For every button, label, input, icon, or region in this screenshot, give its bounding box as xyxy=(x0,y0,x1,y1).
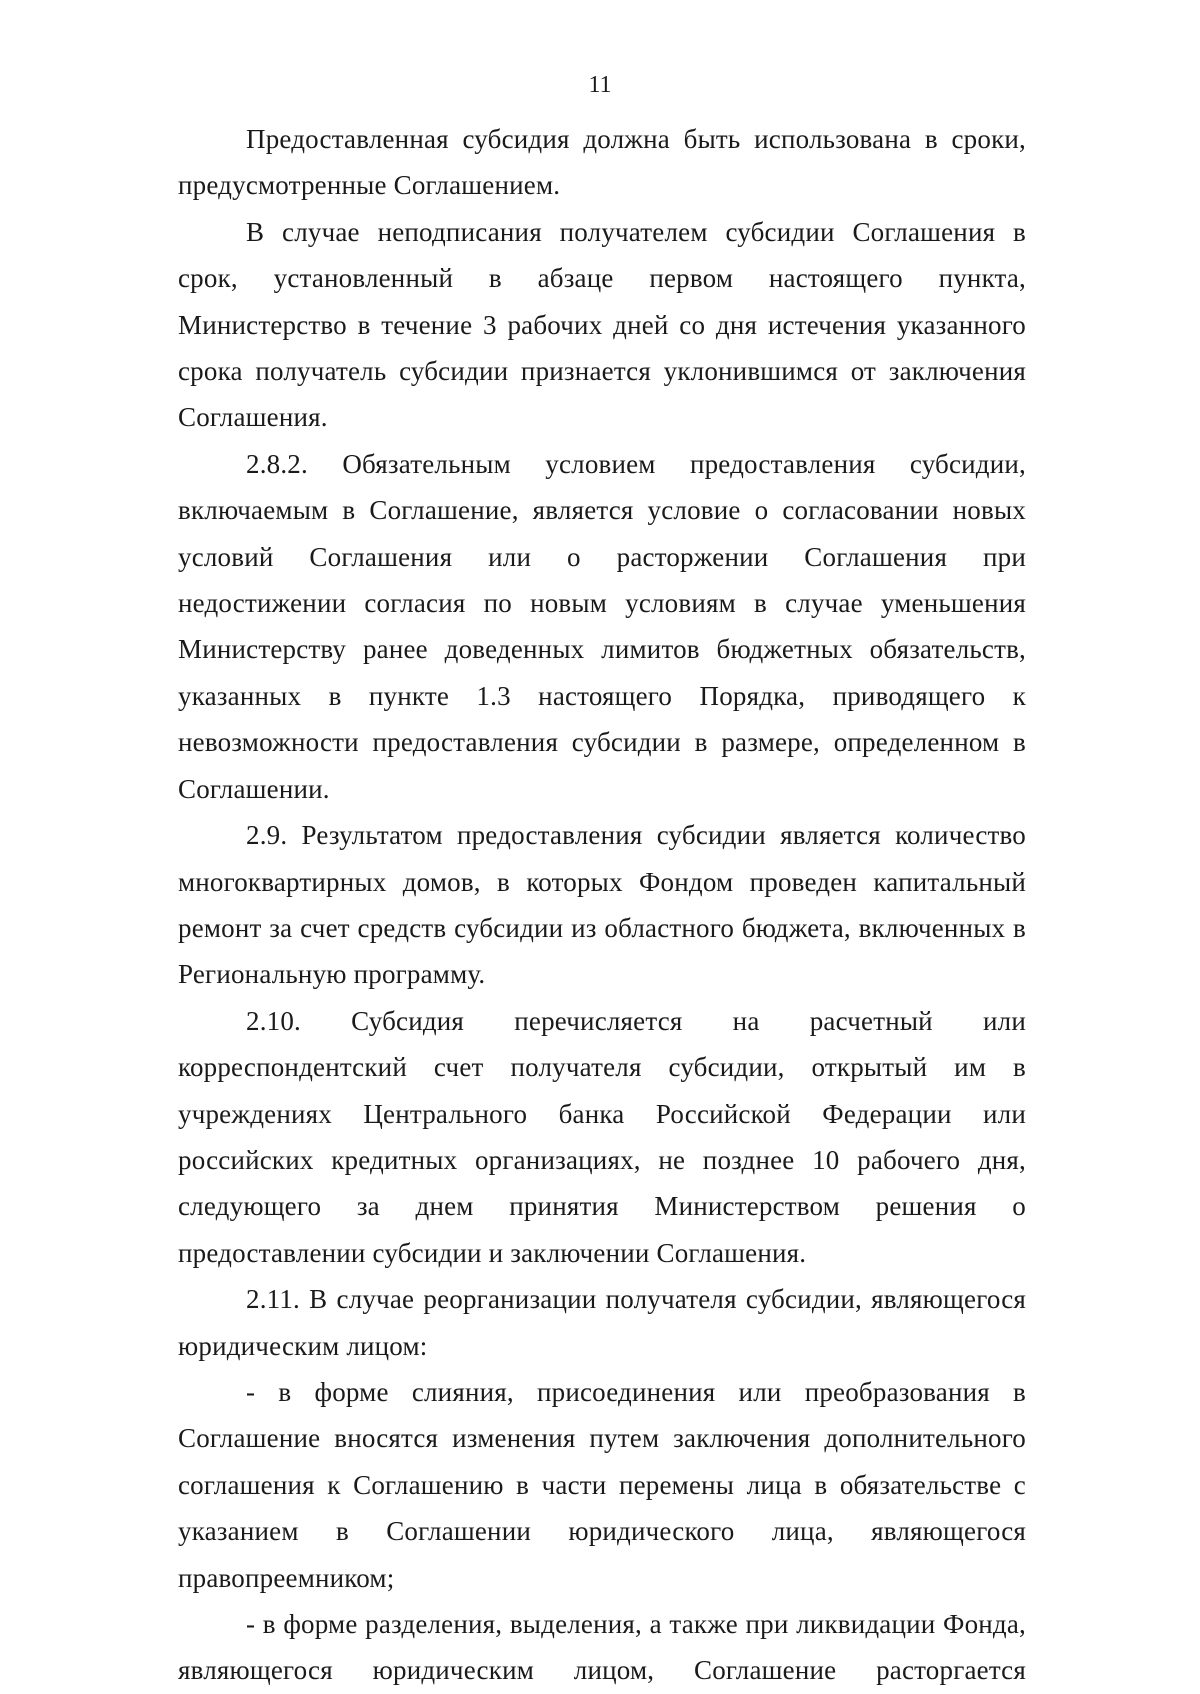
paragraph-2-8-2: 2.8.2. Обязательным условием предоставления субсидии, включаемым в Соглашение, является условие о согласовании новых условий Соглашения или о расторжении Соглашения при недостижении согласия по новым условиям в случае уменьшения Министерству ранее доведенных лимитов бюджетных обязательств, указанных в пункте 1.3 настоящего Порядка, приводящего к невозможности предоставления субсидии в размере, определенном в Соглашении. xyxy=(178,448,1026,804)
paragraph-2-9: 2.9. Результатом предоставления субсидии является количество многоквартирных домов, в которых Фондом проведен капитальный ремонт за счет средств субсидии из областного бюджета, включенных в Региональную программу. xyxy=(178,820,1026,990)
paragraph-unsigned-agreement: В случае неподписания получателем субсидии Соглашения в срок, установленный в абзаце первом настоящего пункта, Министерство в течение 3 рабочих дней со дня истечения указанного срока получатель субсидии признается уклонившимся от заключения Соглашения. xyxy=(178,216,1026,433)
paragraph-merger-case: - в форме слияния, присоединения или преобразования в Соглашение вносятся изменения путем заключения дополнительного соглашения к Соглашению в части перемены лица в обязательстве с указанием в Соглашении юридического лица, являющегося правопреемником; xyxy=(178,1376,1026,1593)
paragraph-2-10: 2.10. Субсидия перечисляется на расчетный или корреспондентский счет получателя субсидии, открытый им в учреждениях Центрального банка Российской Федерации или российских кредитных организациях, не позднее 10 рабочего дня, следующего за днем принятия Министерством решения о предоставлении субсидии и заключении Соглашения. xyxy=(178,1005,1026,1268)
page-number: 11 xyxy=(588,72,612,98)
document-body xyxy=(178,116,1026,1694)
paragraph-2-11: 2.11. В случае реорганизации получателя субсидии, являющегося юридическим лицом: xyxy=(178,1284,1026,1361)
paragraph-subsidy-usage: Предоставленная субсидия должна быть использована в сроки, предусмотренные Соглашением. xyxy=(178,124,1026,201)
paragraph-division-case: - в форме разделения, выделения, а также при ликвидации Фонда, являющегося юридическим лицом, Соглашение расторгается xyxy=(178,1609,1026,1686)
